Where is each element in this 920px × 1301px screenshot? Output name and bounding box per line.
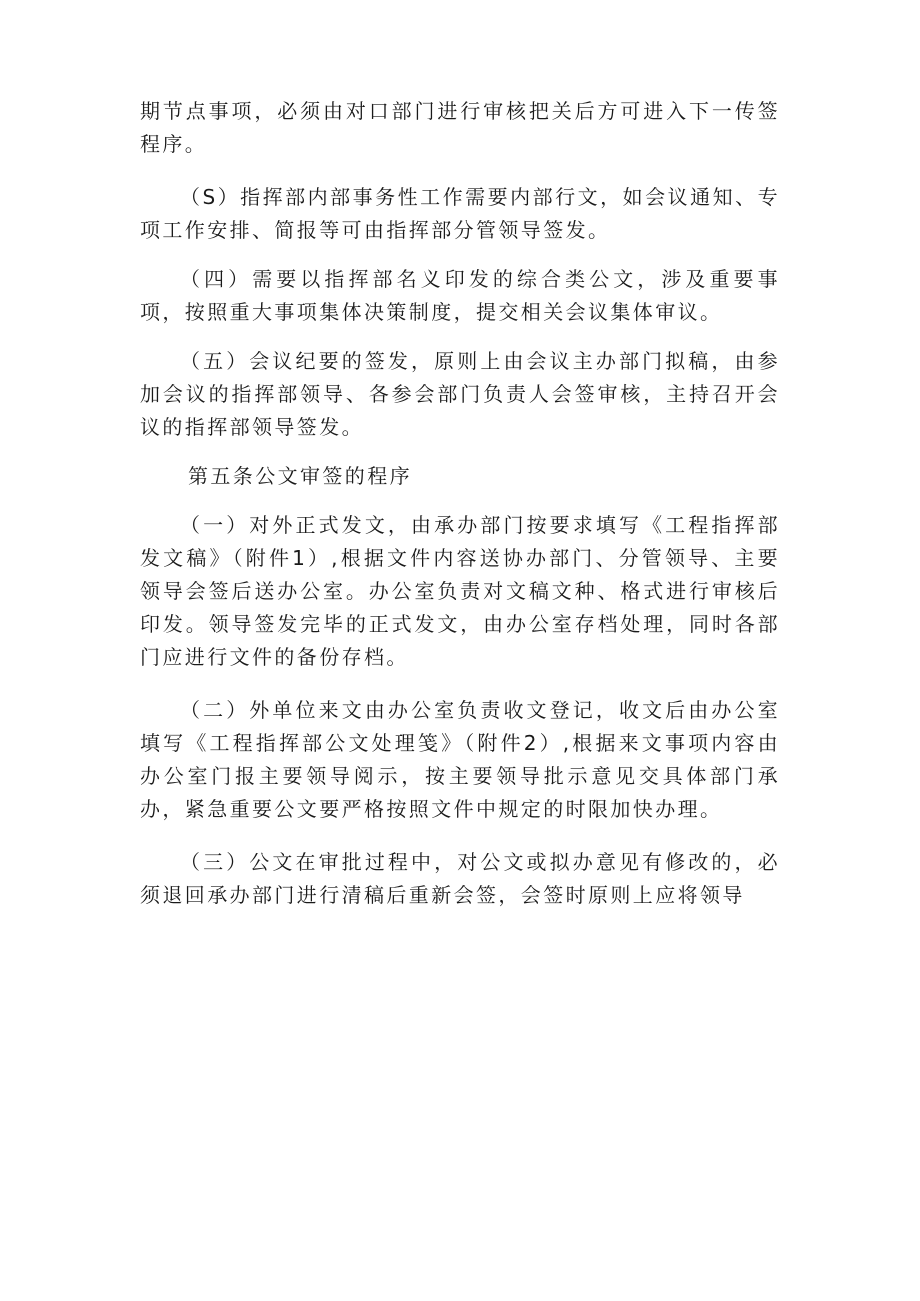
paragraph-item-1: （一）对外正式发文，由承办部门按要求填写《工程指挥部发文稿》（附件1）,根据文件内容送协办部门、分管领导、主要领导会签后送办公室。办公室负责对文稿文种、格式进行审核后印发。领导签发完毕的正式发文，由办公室存档处理，同时各部门应进行文件的备份存档。	[140, 513, 780, 669]
paragraph-continuation: 期节点事项，必须由对口部门进行审核把关后方可进入下一传签程序。	[140, 99, 780, 156]
paragraph-item-s: （S）指挥部内部事务性工作需要内部行文，如会议通知、专项工作安排、简报等可由指挥部分管领导签发。	[140, 185, 780, 242]
paragraph-item-2: （二）外单位来文由办公室负责收文登记，收文后由办公室填写《工程指挥部公文处理笺》（附件2）,根据来文事项内容由办公室门报主要领导阅示，按主要领导批示意见交具体部门承办，紧急重要公文要严格按照文件中规定的时限加快办理。	[140, 698, 780, 821]
document-body	[140, 95, 780, 912]
paragraph-item-5: （五）会议纪要的签发，原则上由会议主办部门拟稿，由参加会议的指挥部领导、各参会部门负责人会签审核，主持召开会议的指挥部领导签发。	[140, 349, 780, 439]
section-heading-article-5: 第五条公文审签的程序	[188, 464, 412, 488]
paragraph-item-3: （三）公文在审批过程中，对公文或拟办意见有修改的，必须退回承办部门进行清稿后重新会签，会签时原则上应将领导	[140, 850, 780, 907]
paragraph-item-4: （四）需要以指挥部名义印发的综合类公文，涉及重要事项，按照重大事项集体决策制度，提交相关会议集体审议。	[140, 267, 780, 324]
